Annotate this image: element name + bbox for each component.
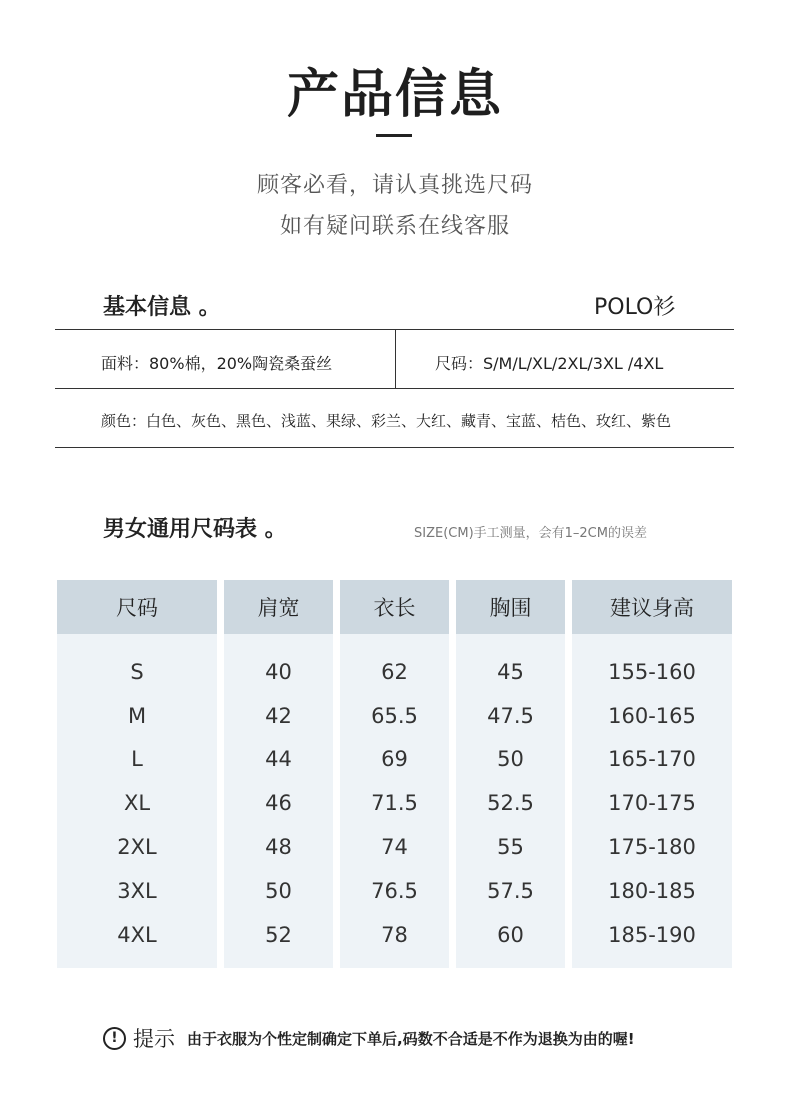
table-cell: 46	[265, 791, 292, 816]
table-cell: 74	[381, 835, 408, 860]
column-height	[572, 580, 732, 968]
tip-label: 提示	[133, 1027, 175, 1051]
table-cell: 50	[265, 878, 292, 903]
table-cell: 175-180	[608, 835, 696, 860]
fabric-info: 面料：80%棉，20%陶瓷桑蚕丝	[101, 354, 333, 373]
table-cell: XL	[123, 791, 151, 816]
column-values	[456, 634, 565, 957]
table-cell: 57.5	[487, 878, 534, 903]
table-cell: 170-175	[608, 791, 696, 816]
size-list: 尺码：S/M/L/XL/2XL/3XL /4XL	[435, 354, 664, 373]
column-values	[572, 634, 732, 957]
tip-notice	[103, 1023, 635, 1053]
table-cell: 65.5	[371, 703, 418, 728]
table-cell: 52	[265, 922, 292, 947]
table-cell: 45	[497, 659, 524, 684]
table-cell: 155-160	[608, 659, 696, 684]
column-chest	[456, 580, 565, 968]
table-cell: 44	[265, 747, 292, 772]
page-title: 产品信息	[286, 65, 503, 125]
size-chart-note: SIZE(CM)手工测量，会有1–2CM的误差	[414, 526, 647, 541]
table-cell: 165-170	[608, 747, 696, 772]
tip-text: 由于衣服为个性定制确定下单后,码数不合适是不作为退换为由的喔!	[187, 1029, 635, 1048]
table-cell: 52.5	[487, 791, 534, 816]
table-cell: L	[131, 747, 143, 772]
table-line-bottom	[55, 447, 734, 448]
table-cell: 62	[381, 659, 408, 684]
table-cell: 76.5	[371, 878, 418, 903]
table-cell: 69	[381, 747, 408, 772]
column-header: 尺码	[57, 580, 217, 634]
basic-info-heading: 基本信息 。	[103, 295, 221, 320]
column-size	[57, 580, 217, 968]
table-cell: 185-190	[608, 922, 696, 947]
column-header: 衣长	[340, 580, 449, 634]
table-cell: 71.5	[371, 791, 418, 816]
table-cell: 180-185	[608, 878, 696, 903]
size-chart-heading: 男女通用尺码表 。	[103, 517, 287, 542]
column-values	[340, 634, 449, 957]
table-cell: S	[130, 659, 144, 684]
table-cell: 40	[265, 659, 292, 684]
table-cell: M	[127, 703, 147, 728]
column-values	[224, 634, 333, 957]
table-cell: 47.5	[487, 703, 534, 728]
table-cell: 50	[497, 747, 524, 772]
column-values	[57, 634, 217, 957]
title-underline	[376, 134, 412, 137]
table-cell: 42	[265, 703, 292, 728]
subtitle-line-1: 顾客必看，请认真挑选尺码	[256, 173, 533, 198]
table-cell: 160-165	[608, 703, 696, 728]
table-cell: 4XL	[117, 922, 157, 947]
table-cell: 48	[265, 835, 292, 860]
subtitle-line-2: 如有疑问联系在线客服	[279, 214, 510, 239]
column-length	[340, 580, 449, 968]
product-type: POLO衫	[594, 295, 676, 320]
color-list: 颜色：白色、灰色、黑色、浅蓝、果绿、彩兰、大红、藏青、宝蓝、桔色、玫红、紫色	[101, 412, 672, 430]
table-divider	[395, 329, 396, 388]
column-header: 建议身高	[572, 580, 732, 634]
column-header: 肩宽	[224, 580, 333, 634]
column-shoulder	[224, 580, 333, 968]
table-cell: 78	[381, 922, 408, 947]
table-cell: 55	[497, 835, 524, 860]
table-cell: 3XL	[117, 878, 157, 903]
table-line-middle	[55, 388, 734, 389]
table-cell: 60	[497, 922, 524, 947]
table-cell: 2XL	[117, 835, 157, 860]
exclamation-icon: !	[103, 1027, 126, 1050]
column-header: 胸围	[456, 580, 565, 634]
